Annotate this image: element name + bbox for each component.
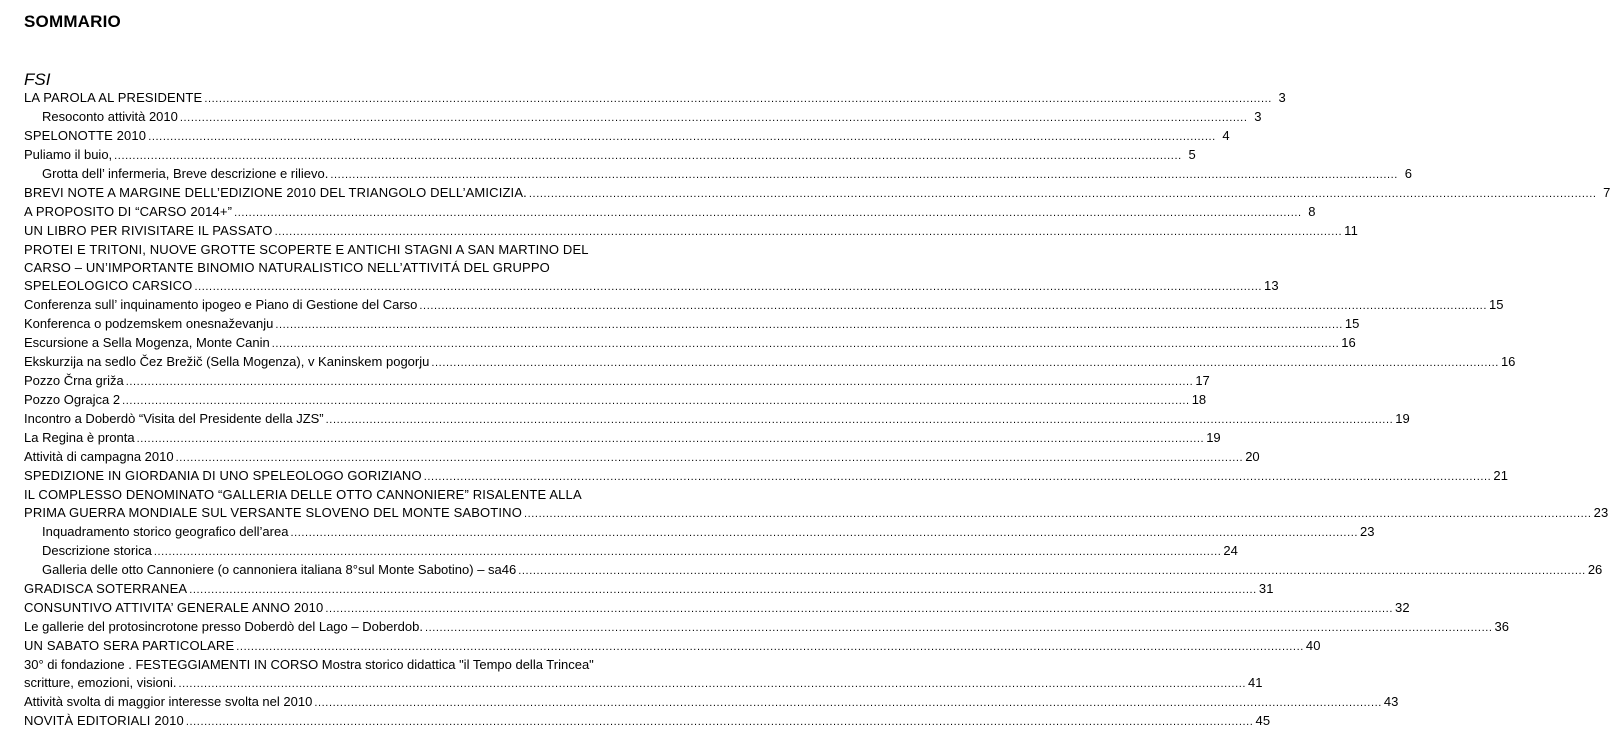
section-heading: FSI bbox=[24, 70, 51, 89]
toc-entry[interactable] bbox=[24, 486, 1609, 523]
toc-entry[interactable] bbox=[24, 429, 1221, 448]
toc-entry-row bbox=[24, 712, 1271, 731]
toc-entry-row bbox=[24, 146, 1196, 165]
toc-page-number: 23 bbox=[1360, 524, 1375, 539]
toc-page-number: 23 bbox=[1593, 505, 1609, 520]
toc-entry-row bbox=[24, 203, 1316, 222]
toc-page-number: 6 bbox=[1404, 166, 1412, 181]
dot-leader bbox=[431, 354, 1499, 372]
toc-page-number: 26 bbox=[1587, 562, 1603, 577]
toc-page-number: 17 bbox=[1195, 373, 1210, 388]
toc-page-number: 24 bbox=[1223, 543, 1238, 558]
toc-entry-row bbox=[24, 184, 1611, 203]
dot-leader bbox=[524, 505, 1592, 523]
dot-leader bbox=[148, 128, 1216, 146]
toc-entry[interactable] bbox=[24, 315, 1360, 334]
toc-entry[interactable] bbox=[24, 391, 1207, 410]
toc-entry[interactable] bbox=[24, 542, 1238, 561]
toc-page-number: 5 bbox=[1188, 147, 1196, 162]
toc-entry[interactable] bbox=[24, 523, 1375, 542]
dot-leader bbox=[189, 581, 1257, 599]
table-of-contents bbox=[24, 89, 1611, 731]
toc-page-number: 4 bbox=[1222, 128, 1230, 143]
toc-entry[interactable] bbox=[24, 372, 1210, 391]
toc-entry-title: UN LIBRO PER RIVISITARE IL PASSATO bbox=[24, 223, 273, 238]
toc-entry[interactable] bbox=[24, 637, 1321, 656]
toc-entry-title: Grotta dell’ infermeria, Breve descrizione e rilievo. bbox=[42, 166, 329, 181]
toc-page-number: 43 bbox=[1383, 694, 1399, 709]
toc-entry-title: Le gallerie del protosincrotone presso Doberdò del Lago – Doberdob. bbox=[24, 619, 423, 634]
toc-entry-row bbox=[24, 353, 1516, 372]
toc-entry-row bbox=[24, 372, 1210, 391]
dot-leader bbox=[180, 109, 1248, 127]
toc-entry[interactable] bbox=[24, 146, 1196, 165]
toc-entry[interactable] bbox=[24, 89, 1286, 108]
dot-leader bbox=[314, 694, 1382, 712]
toc-page-number: 16 bbox=[1341, 335, 1356, 350]
toc-entry-title: A PROPOSITO DI “CARSO 2014+” bbox=[24, 204, 233, 219]
toc-entry-row bbox=[24, 315, 1360, 334]
toc-entry-title: Incontro a Doberdò “Visita del Presidente della JZS” bbox=[24, 411, 324, 426]
toc-entry-title: NOVITÀ EDITORIALI 2010 bbox=[24, 713, 184, 728]
toc-entry-row bbox=[24, 334, 1356, 353]
toc-page-number: 11 bbox=[1344, 223, 1358, 238]
toc-entry-title: LA PAROLA AL PRESIDENTE bbox=[24, 90, 203, 105]
toc-entry[interactable] bbox=[24, 599, 1410, 618]
toc-entry[interactable] bbox=[24, 410, 1410, 429]
dot-leader bbox=[194, 278, 1262, 296]
dot-leader bbox=[290, 524, 1358, 542]
dot-leader bbox=[419, 297, 1487, 315]
toc-page-number: 41 bbox=[1248, 675, 1263, 690]
toc-page-number: 20 bbox=[1245, 449, 1260, 464]
toc-entry-row bbox=[24, 108, 1262, 127]
toc-entry-title: Puliamo il buio, bbox=[24, 147, 113, 162]
toc-entry-row bbox=[24, 127, 1230, 146]
toc-page-number: 18 bbox=[1191, 392, 1207, 407]
toc-entry-title: Descrizione storica bbox=[42, 543, 152, 558]
toc-entry-row bbox=[24, 618, 1509, 637]
toc-entry[interactable] bbox=[24, 165, 1412, 184]
toc-entry[interactable] bbox=[24, 467, 1509, 486]
dot-leader bbox=[275, 316, 1343, 334]
toc-entry-title-line: CARSO – UN’IMPORTANTE BINOMIO NATURALISTICO NELL’ATTIVITÁ DEL GRUPPO bbox=[24, 260, 550, 275]
toc-entry-title: SPELEOLOGICO CARSICO bbox=[24, 278, 193, 293]
toc-entry[interactable] bbox=[24, 656, 1263, 693]
toc-entry[interactable] bbox=[24, 334, 1356, 353]
toc-entry-row bbox=[24, 391, 1207, 410]
toc-entry-title: Inquadramento storico geografico dell’area bbox=[42, 524, 289, 539]
dot-leader bbox=[275, 223, 1343, 241]
toc-entry[interactable] bbox=[24, 561, 1603, 580]
dot-leader bbox=[186, 713, 1254, 731]
toc-entry-row bbox=[24, 222, 1358, 241]
toc-entry[interactable] bbox=[24, 222, 1358, 241]
toc-entry-title: UN SABATO SERA PARTICOLARE bbox=[24, 638, 235, 653]
toc-entry[interactable] bbox=[24, 184, 1611, 203]
toc-page-number: 36 bbox=[1494, 619, 1509, 634]
toc-entry-title: CONSUNTIVO ATTIVITA’ GENERALE ANNO 2010 bbox=[24, 600, 324, 615]
toc-entry-title: GRADISCA SOTERRANEA bbox=[24, 581, 188, 596]
toc-entry-title: scritture, emozioni, visioni. bbox=[24, 675, 177, 690]
toc-entry-title: La Regina è pronta bbox=[24, 430, 135, 445]
toc-page-number: 7 bbox=[1603, 185, 1611, 200]
toc-entry[interactable] bbox=[24, 127, 1230, 146]
toc-entry-row bbox=[24, 165, 1412, 184]
toc-entry-title: Conferenza sull’ inquinamento ipogeo e Piano di Gestione del Carso bbox=[24, 297, 418, 312]
dot-leader bbox=[326, 411, 1394, 429]
dot-leader bbox=[122, 392, 1190, 410]
toc-entry-title: Attività svolta di maggior interesse svolta nel 2010 bbox=[24, 694, 313, 709]
toc-entry-row bbox=[24, 693, 1399, 712]
toc-entry-title: SPEDIZIONE IN GIORDANIA DI UNO SPELEOLOGO GORIZIANO bbox=[24, 468, 422, 483]
toc-entry-title: Galleria delle otto Cannoniere (o cannoniera italiana 8°sul Monte Sabotino) – sa46 bbox=[42, 562, 517, 577]
toc-entry[interactable] bbox=[24, 203, 1316, 222]
toc-entry-title: SPELONOTTE 2010 bbox=[24, 128, 147, 143]
dot-leader bbox=[424, 468, 1492, 486]
toc-entry-row bbox=[24, 599, 1410, 618]
toc-entry[interactable] bbox=[24, 108, 1262, 127]
toc-page-number: 21 bbox=[1493, 468, 1509, 483]
toc-entry-title-line: 30° di fondazione . FESTEGGIAMENTI IN CORSO Mostra storico didattica "il Tempo della Trincea" bbox=[24, 657, 594, 672]
dot-leader bbox=[518, 562, 1586, 580]
toc-entry-title: Resoconto attività 2010 bbox=[42, 109, 178, 124]
toc-page-number: 3 bbox=[1254, 109, 1262, 124]
dot-leader bbox=[154, 543, 1222, 561]
toc-entry-title: Ekskurzija na sedlo Čez Brežič (Sella Mogenza), v Kaninskem pogorju bbox=[24, 354, 430, 369]
dot-leader bbox=[204, 90, 1272, 108]
toc-page-number: 13 bbox=[1264, 278, 1279, 293]
dot-leader bbox=[272, 335, 1340, 353]
toc-entry[interactable] bbox=[24, 712, 1271, 731]
toc-entry-title-line: PROTEI E TRITONI, NUOVE GROTTE SCOPERTE E ANTICHI STAGNI A SAN MARTINO DEL bbox=[24, 242, 589, 257]
dot-leader bbox=[234, 204, 1302, 222]
dot-leader bbox=[330, 166, 1398, 184]
toc-entry[interactable] bbox=[24, 448, 1260, 467]
dot-leader bbox=[114, 147, 1182, 165]
dot-leader bbox=[236, 638, 1304, 656]
toc-entry[interactable] bbox=[24, 353, 1516, 372]
toc-entry-title: BREVI NOTE A MARGINE DELL’EDIZIONE 2010 DEL TRIANGOLO DELL’AMICIZIA. bbox=[24, 185, 527, 200]
toc-page-number: 19 bbox=[1206, 430, 1221, 445]
dot-leader bbox=[137, 430, 1205, 448]
document-title: SOMMARIO bbox=[24, 12, 121, 31]
toc-entry-title: Pozzo Črna griža bbox=[24, 373, 124, 388]
toc-entry-row bbox=[24, 523, 1375, 542]
toc-page-number: 31 bbox=[1258, 581, 1274, 596]
toc-page-number: 16 bbox=[1500, 354, 1516, 369]
toc-entry-row bbox=[24, 448, 1260, 467]
toc-entry-row bbox=[24, 580, 1274, 599]
dot-leader bbox=[176, 449, 1244, 467]
toc-page-number: 15 bbox=[1344, 316, 1360, 331]
toc-entry-row bbox=[24, 296, 1504, 315]
toc-entry[interactable] bbox=[24, 693, 1399, 712]
dot-leader bbox=[178, 675, 1246, 693]
toc-entry-title-line: IL COMPLESSO DENOMINATO “GALLERIA DELLE OTTO CANNONIERE” RISALENTE ALLA bbox=[24, 487, 582, 502]
toc-page-number: 40 bbox=[1305, 638, 1321, 653]
toc-entry[interactable] bbox=[24, 580, 1274, 599]
toc-entry-title: Attività di campagna 2010 bbox=[24, 449, 174, 464]
dot-leader bbox=[529, 185, 1597, 203]
toc-entry-title: Konferenca o podzemskem onesnaževanju bbox=[24, 316, 274, 331]
toc-page-number: 19 bbox=[1395, 411, 1410, 426]
dot-leader bbox=[425, 619, 1493, 637]
toc-entry-title: Escursione a Sella Mogenza, Monte Canin bbox=[24, 335, 270, 350]
toc-entry-row bbox=[24, 467, 1509, 486]
toc-entry-row bbox=[24, 410, 1410, 429]
toc-entry-row bbox=[24, 504, 1609, 523]
toc-entry[interactable] bbox=[24, 241, 1279, 296]
toc-entry[interactable] bbox=[24, 618, 1509, 637]
toc-page-number: 45 bbox=[1255, 713, 1271, 728]
toc-page-number: 15 bbox=[1488, 297, 1504, 312]
toc-entry-row bbox=[24, 89, 1286, 108]
toc-entry-title: Pozzo Ograjca 2 bbox=[24, 392, 121, 407]
dot-leader bbox=[126, 373, 1194, 391]
toc-entry[interactable] bbox=[24, 296, 1504, 315]
toc-entry-row bbox=[24, 637, 1321, 656]
toc-page-number: 3 bbox=[1278, 90, 1286, 105]
toc-entry-title: PRIMA GUERRA MONDIALE SUL VERSANTE SLOVENO DEL MONTE SABOTINO bbox=[24, 505, 522, 520]
toc-entry-row bbox=[24, 277, 1279, 296]
toc-entry-row bbox=[24, 429, 1221, 448]
toc-entry-row bbox=[24, 674, 1263, 693]
toc-entry-row bbox=[24, 542, 1238, 561]
dot-leader bbox=[325, 600, 1393, 618]
toc-page-number: 8 bbox=[1308, 204, 1316, 219]
toc-page-number: 32 bbox=[1394, 600, 1410, 615]
toc-entry-row bbox=[24, 561, 1603, 580]
